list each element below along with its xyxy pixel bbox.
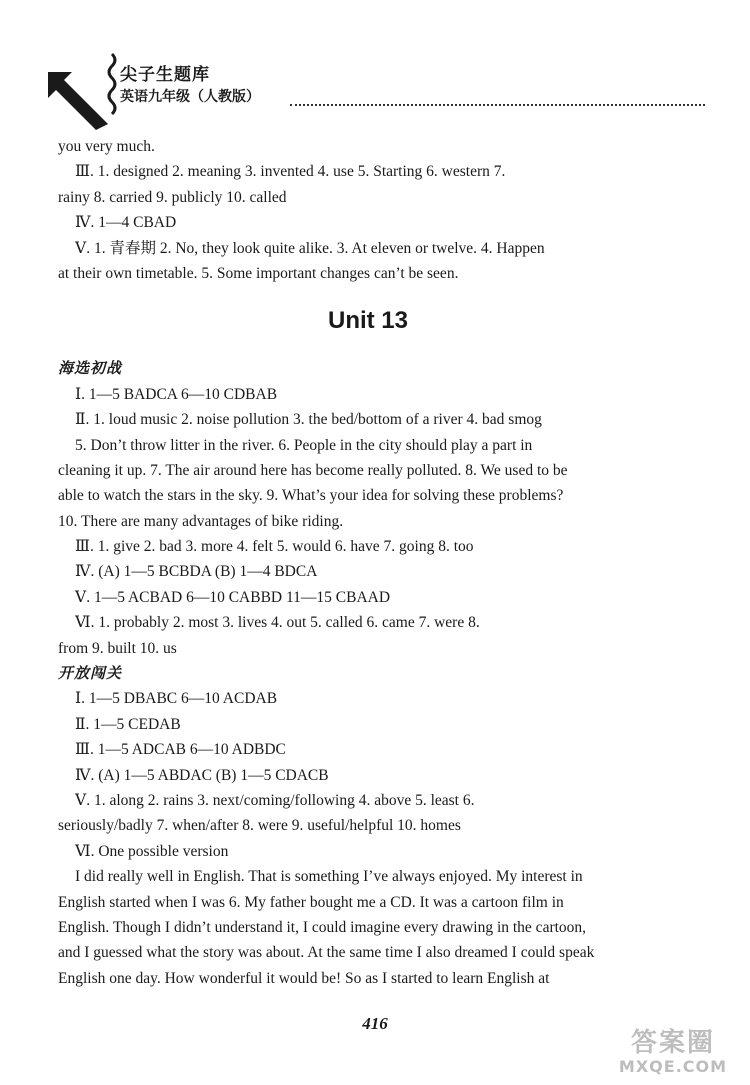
page-header — [42, 50, 712, 140]
section-heading: 海选初战 — [58, 359, 123, 378]
text-line: English started when I was 6. My father bought me a CD. It was a cartoon film in — [58, 893, 564, 911]
text-line: Ⅰ. 1—5 DBABC 6—10 ACDAB — [75, 690, 278, 708]
series-title: 尖子生题库 — [120, 65, 210, 85]
text-line: Ⅴ. 1—5 ACBAD 6—10 CABBD 11—15 CBAAD — [75, 588, 391, 606]
text-line: Ⅳ. (A) 1—5 ABDAC (B) 1—5 CDACB — [75, 766, 329, 784]
text-line: rainy 8. carried 9. publicly 10. called — [58, 188, 287, 206]
watermark-url: MXQE.COM — [618, 1057, 728, 1076]
text-line: I did really well in English. That is something I’ve always enjoyed. My interest in — [75, 868, 583, 886]
text-line: able to watch the stars in the sky. 9. What’s your idea for solving these problems? — [58, 487, 564, 505]
text-line: Ⅵ. One possible version — [75, 842, 229, 860]
text-line: Ⅳ. 1—4 CBAD — [75, 214, 177, 232]
watermark-logo — [608, 1028, 738, 1080]
header-divider — [290, 104, 705, 106]
text-line: and I guessed what the story was about. At the same time I also dreamed I could speak — [58, 944, 595, 962]
series-subtitle: 英语九年级（人教版） — [120, 89, 260, 105]
text-line: Ⅵ. 1. probably 2. most 3. lives 4. out 5. called 6. came 7. were 8. — [75, 614, 480, 632]
watermark-text: 答案圈 — [630, 1028, 715, 1058]
arrow-logo-icon — [42, 50, 122, 130]
unit-title: Unit 13 — [327, 307, 408, 335]
text-line: 10. There are many advantages of bike riding. — [58, 512, 344, 530]
text-line: Ⅱ. 1—5 CEDAB — [75, 715, 181, 733]
text-line: Ⅲ. 1. designed 2. meaning 3. invented 4. use 5. Starting 6. western 7. — [75, 163, 506, 181]
text-line: seriously/badly 7. when/after 8. were 9. useful/helpful 10. homes — [58, 817, 461, 835]
text-line: Ⅲ. 1. give 2. bad 3. more 4. felt 5. would 6. have 7. going 8. too — [75, 538, 474, 556]
text-line: Ⅰ. 1—5 BADCA 6—10 CDBAB — [75, 385, 278, 403]
text-line: Ⅲ. 1—5 ADCAB 6—10 ADBDC — [75, 741, 286, 759]
text-line: cleaning it up. 7. The air around here has become really polluted. 8. We used to be — [58, 461, 568, 479]
answer-content — [58, 134, 658, 991]
text-line: English one day. How wonderful it would be! So as I started to learn English at — [58, 969, 550, 987]
text-line: at their own timetable. 5. Some important changes can’t be seen. — [58, 264, 459, 282]
text-line: 5. Don’t throw litter in the river. 6. People in the city should play a part in — [75, 436, 533, 454]
text-line: Ⅴ. 1. along 2. rains 3. next/coming/following 4. above 5. least 6. — [75, 791, 475, 809]
text-line: from 9. built 10. us — [58, 639, 177, 657]
page-number: 416 — [362, 1014, 388, 1033]
text-line: Ⅴ. 1. 青春期 2. No, they look quite alike. 3. At eleven or twelve. 4. Happen — [75, 239, 545, 257]
text-line: you very much. — [58, 138, 155, 155]
text-line: Ⅳ. (A) 1—5 BCBDA (B) 1—4 BDCA — [75, 563, 318, 581]
section-heading: 开放闯关 — [58, 664, 123, 683]
text-line: English. Though I didn’t understand it, I could imagine every drawing in the cartoon, — [58, 918, 587, 936]
text-line: Ⅱ. 1. loud music 2. noise pollution 3. the bed/bottom of a river 4. bad smog — [75, 411, 542, 429]
